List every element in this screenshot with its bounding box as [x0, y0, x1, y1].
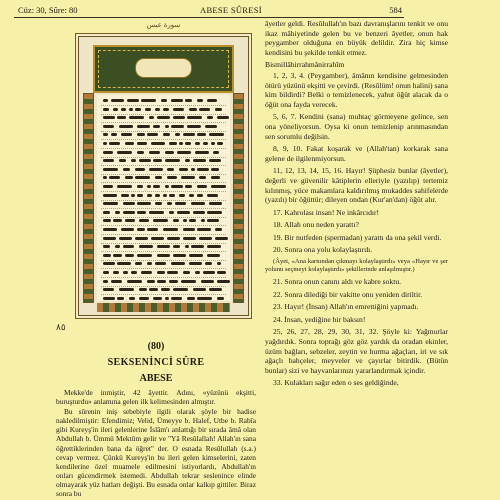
translation-column: [265, 19, 448, 391]
surah-ordinal-title: SEKSENİNCİ SÛRE: [107, 357, 205, 368]
surah-number: (80): [147, 341, 165, 352]
verse-translation: 33. Kulakları sağır eden o ses geldiğinde,: [273, 378, 399, 388]
arabic-surah-name: سورة عبس: [146, 21, 181, 29]
verse-translation: 19. Bir nutfeden (spermadan) yarattı da ona şekil verdi.: [273, 232, 442, 242]
arabic-verse-area: [97, 95, 230, 301]
verse-translation: 23. Hayır! (İnsan) Allah'ın emrettiğini yapmadı.: [273, 302, 419, 312]
verse-translation: 18. Allah onu neden yarattı?: [273, 220, 359, 230]
basmala-line: Bismillâhirrahmânirrahîm: [265, 60, 345, 70]
verse-translation: 11, 12, 13, 14, 15, 16. Hayır! Şüphesiz bunlar (âyetler), değerli ve güvenilir kâtiplerin elleriyle (yazılıp) tertemiz kılınmış, yüce makamlara kaldırılmış mukaddes sahifelerde (yazılı) bir öğüttür; dileyen ondan (Kur'an'dan) öğüt alır.: [265, 166, 448, 205]
surah-cartouche: [135, 58, 192, 78]
verse-translation: 1, 2, 3, 4. (Peygamber), âmânın kendisine gelmesinden ötürü yüzünü ekşitti ve çevirdi. (Resûlüm! onun halini) sana kim bildirdi? Belki o temizlenecek, yahut öğüt alacak da o öğüt ona fayda verecek.: [265, 70, 448, 109]
verse-translation: 22. Sonra dilediği bir vakitte onu yeniden diriltir.: [273, 289, 423, 299]
arabic-text-frame: [78, 21, 249, 316]
page-number: 584: [389, 5, 402, 15]
right-ornamental-border: [233, 93, 244, 303]
juz-surah-label: Cüz: 30, Sûre: 80: [18, 5, 78, 15]
surah-introduction: [56, 388, 256, 499]
left-ornamental-border: [83, 93, 94, 303]
translation-paragraph: âyetler geldi. Resûlullah'ın bazı davranışlarını tenkit ve onu ikaz mâhiyetinde gelen bu ve benzeri âyetler, onun hak peygamber olduğuna en büyük delildir. Zira hiç kimse kendisini bu şekilde tenkit etmez.: [265, 19, 448, 57]
bottom-ornamental-strip: [97, 303, 230, 312]
verse-translation: 20. Sonra ona yolu kolaylaştırdı.: [273, 245, 373, 255]
verse-commentary: (Âyet, «Ana karnından çıkmayı kolaylaştırdı» veya «Hayır ve şer yolunu seçmeyi kolaylaştırdı» şekillerinde anlaşılmıştır.): [265, 258, 448, 274]
verse-translation: 17. Kahrolası insan! Ne inkârcıdır!: [273, 207, 380, 217]
page-corner-mark: ٨٥: [56, 322, 66, 332]
intro-paragraph: Mekke'de inmiştir, 42 âyettir. Adını, «yüzünü ekşitti, buruşturdu» anlamına gelen ilk kelimesinden almıştır.: [56, 388, 256, 407]
intro-paragraph: Bu sûrenin iniş sebebiyle ilgili olarak şöyle bir hadise nakledilmiştir: Efendimiz; Velid, Ümeyye b. Halef, Utbe b. Rabîa gibi Kureyş'in ileri gelenlerine İslâm'ı anlattığı bir sırada âmâ olan Abdullah b. Ümmü Mektûm gelir ve "Yâ Resûlallah! Allah'ın sana öğrettiklerinden bana da öğret" der. O esnada Resûlullah (s.a.) cevap vermez. Çünkü Kureyş'in bu ileri gelen kimselerini, zaten kendilerine özel muamele edilmesini istiyorlardı, Abdullah'ın onları gücendirmek istemedi. Abdullah tekrar seslenince elinde olmayarak yüz hatları değişti. Bu esnada onlar kalkıp gittiler. Biraz sonra bu: [56, 407, 256, 499]
surah-name-title: ABESE: [139, 373, 173, 384]
verse-translation: 8, 9, 10. Fakat koşarak ve (Allah'tan) korkarak sana gelene de ilgilenmiyorsun.: [265, 144, 448, 163]
verse-translation: 25, 26, 27, 28, 29, 30, 31, 32. Şöyle ki: Yağmurlar yağdırdık. Sonra toprağı göz göz yardık da oradan ekinler, üzüm bağları, sebzeler, zeytin ve hurma ağaçları, iri ve sık ağaçlı bahçeler, meyveler ve çayırlar bitirdik. (Bütün bunlar) sizi ve hayvanlarınızı yararlandırmak içindir.: [265, 327, 448, 375]
page-header: [14, 3, 404, 18]
surah-header-title: ABESE SÛRESİ: [200, 5, 262, 15]
verse-translation: 21. Sonra onun canını aldı ve kabre soktu.: [273, 277, 402, 287]
verse-translation: 5, 6, 7. Kendini (sana) muhtaç görmeyene gelince, sen ona yöneliyorsun. Oysa ki onun temizlenip arınmasından sen sorumlu değilsin.: [265, 112, 448, 141]
ornamental-header-banner: [93, 45, 234, 93]
verse-translation: 24. İnsan, yediğine bir baksın!: [273, 314, 366, 324]
